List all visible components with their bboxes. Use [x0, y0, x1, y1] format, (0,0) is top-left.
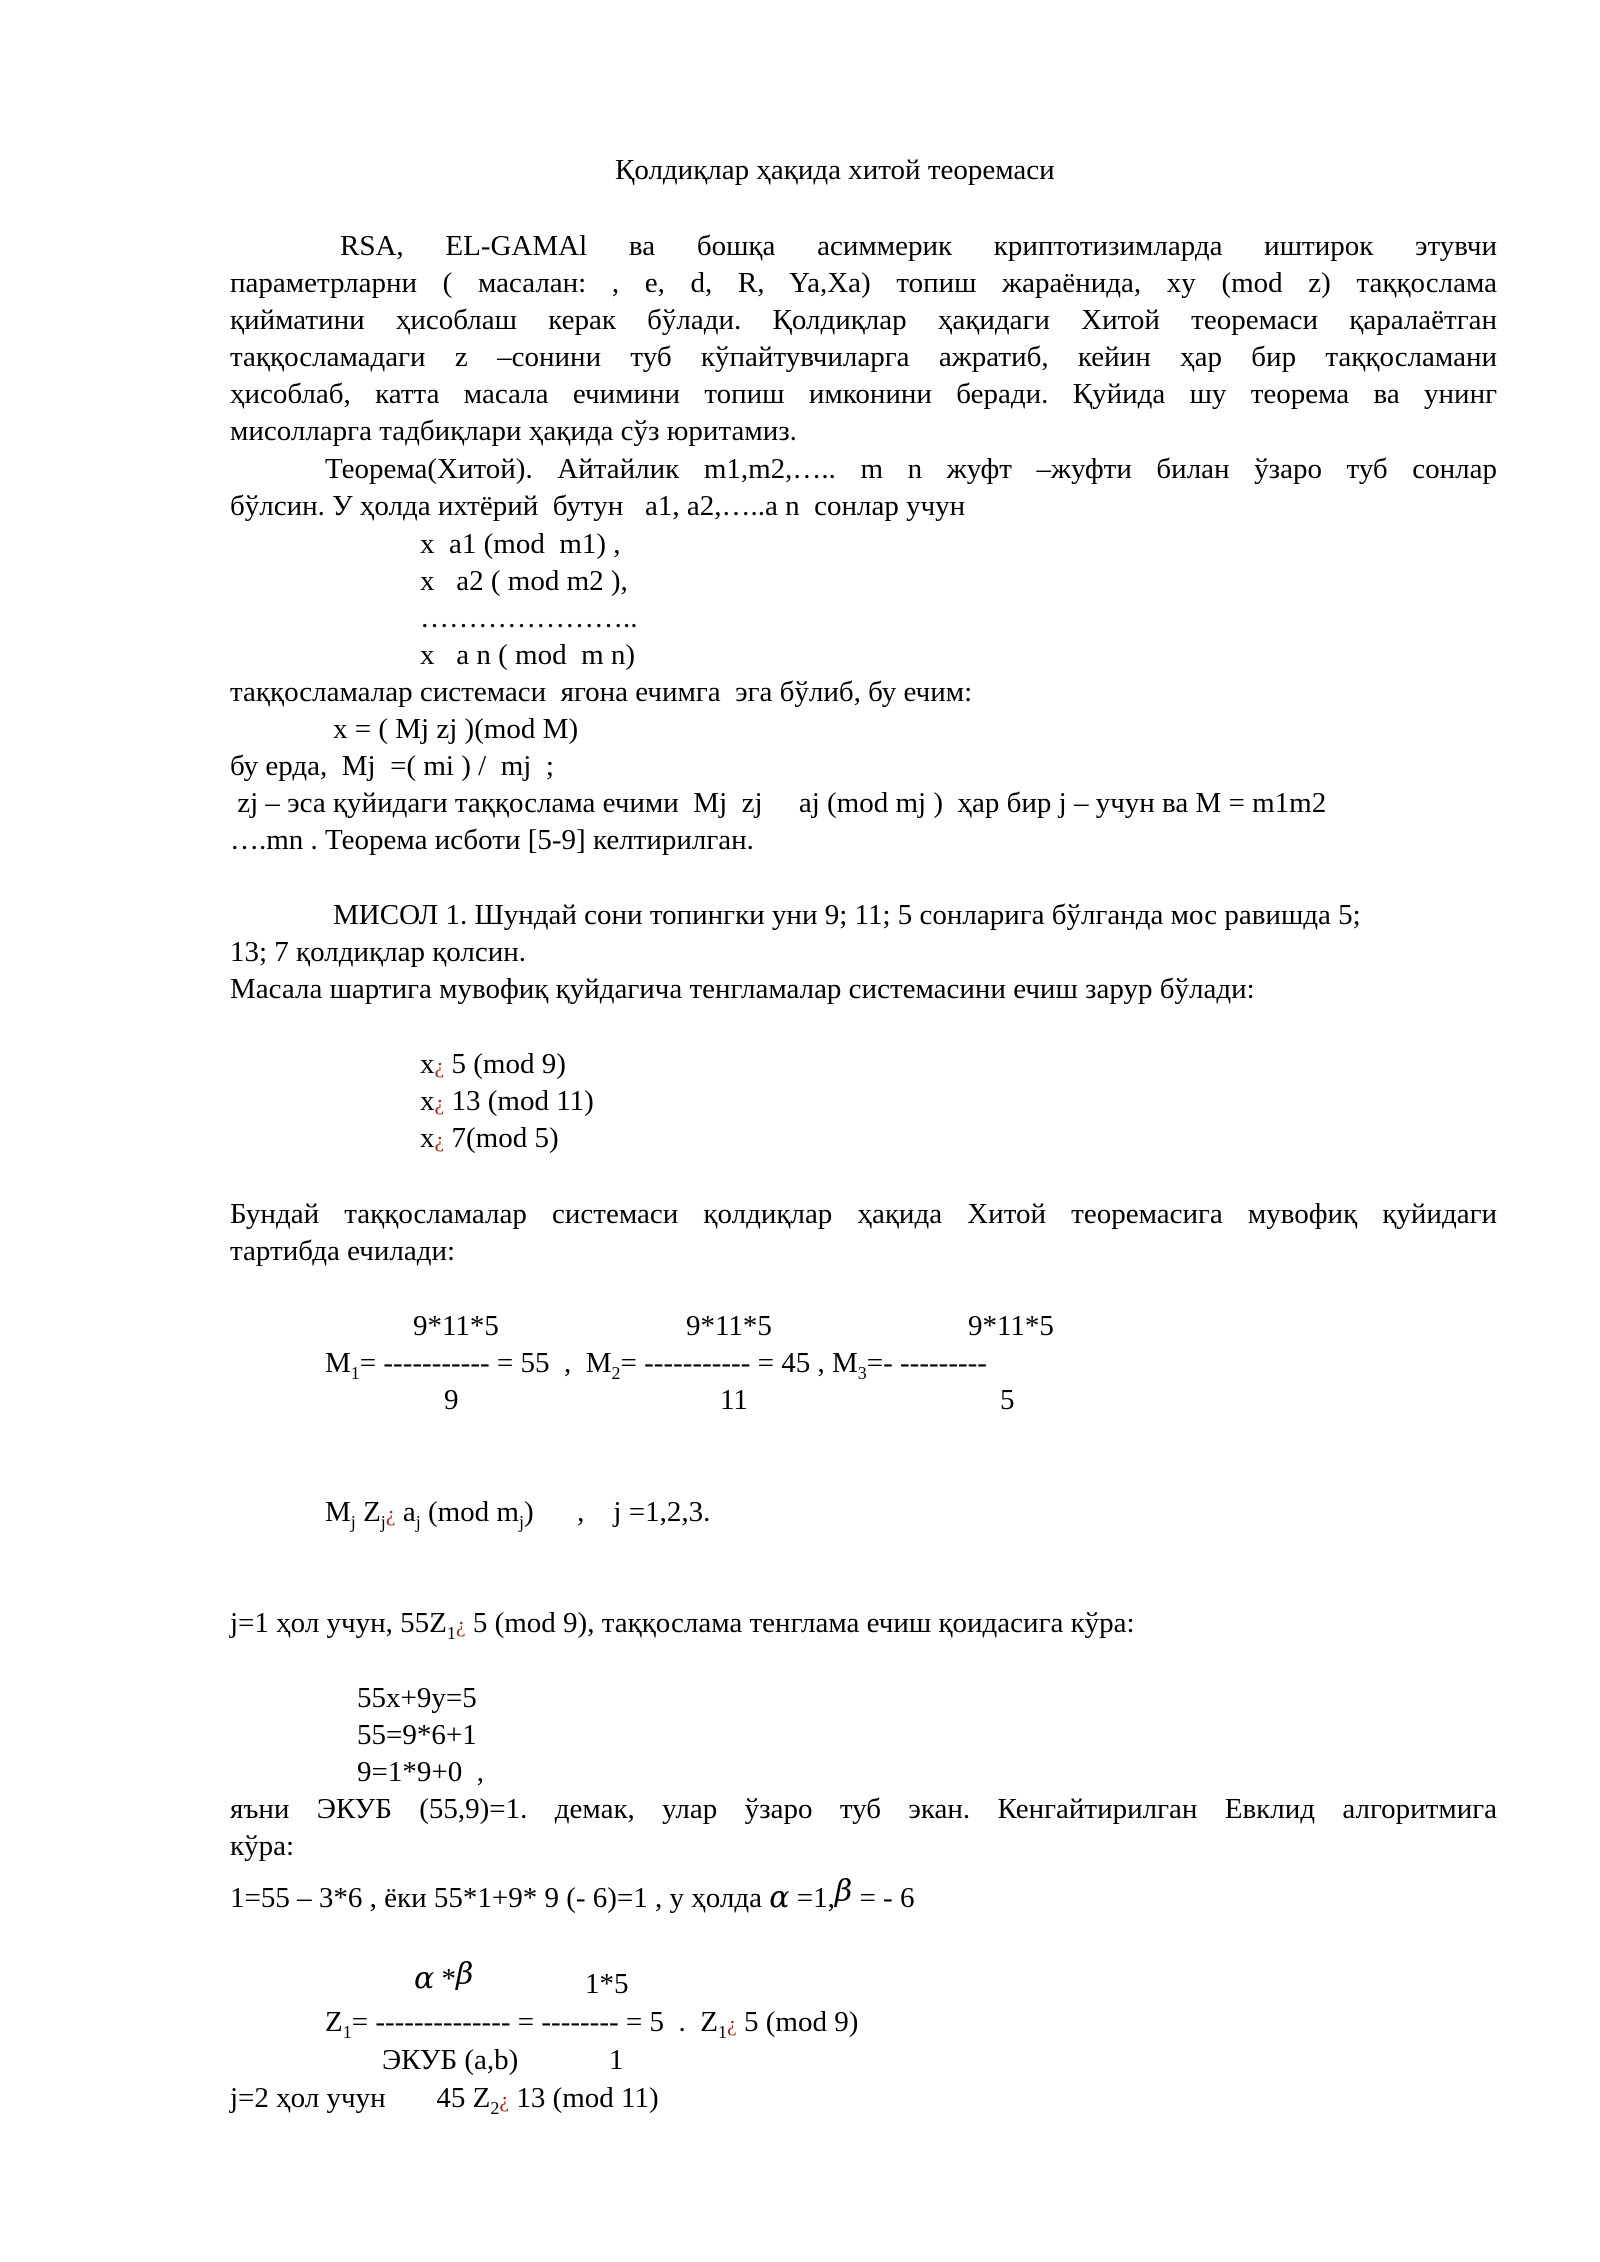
congruence-symbol: ¿ [385, 1501, 396, 1526]
z1-numerator: α *β [414, 1957, 474, 1996]
alpha-symbol: α [769, 1880, 790, 1915]
page-title: Қолдиқлар ҳақида хитой теоремаси [615, 154, 1055, 186]
z1-numerator-2: 1*5 [585, 1968, 629, 2000]
system2-eq-1: x¿ 5 (mod 9) [420, 1048, 566, 1080]
j2-line: j=2 ҳол учун 45 $Z_2¿$ 13 (mod 11) [230, 2082, 659, 2118]
m3-numerator: 9*11*5 [968, 1310, 1054, 1342]
example-line-2: 13; 7 қолдиқлар қолсин. [230, 936, 527, 968]
z1-denominator: ЭКУБ (a,b) [382, 2044, 519, 2076]
m2-numerator: 9*11*5 [686, 1310, 772, 1342]
beta-symbol: β [456, 1957, 474, 1992]
zj-line-1: zj – эса қуйидаги таққослама ечими Mj zj aj (mod mj ) ҳар бир j – учун ва M = m1m2 [230, 787, 1327, 819]
example-line-1: МИСОЛ 1. Шундай сони топингки уни 9; 11; 5 сонларига бўлганда мос равишда 5; [333, 899, 1361, 931]
m2-denominator: 11 [720, 1384, 748, 1416]
intro-line-4: таққосламадаги z –сонини туб кўпайтувчиларга ажратиб, кейин ҳар бир таққосламани [230, 341, 1497, 373]
congruence-symbol: ¿ [434, 1053, 445, 1078]
alpha-beta-line: 1=55 – 3*6 , ёки 55*1+9* 9 (- 6)=1 , у ҳолда α =1,β = - 6 [230, 1874, 915, 1915]
mjzj-formula: $M_j$ $Z_j¿$ $a_j$ (mod $m_j$) , j =1,2,3. [325, 1496, 711, 1532]
theorem-line-2: бўлсин. У ҳолда ихтёрий бутун a1, a2,…..a n сонлар учун [230, 490, 966, 522]
bunday-line-2: тартибда ечилади: [230, 1235, 456, 1267]
zj-line-2: ….mn . Теорема исботи [5-9] келтирилган. [230, 824, 754, 856]
ekub-line-1: яъни ЭКУБ (55,9)=1. демак, улар ўзаро туб экан. Кенгайтирилган Евклид алгоритмига [230, 1793, 1497, 1825]
euclid-line-1: 55x+9y=5 [357, 1682, 477, 1714]
theorem-line-1: Теорема(Хитой). Айтайлик m1,m2,….. m n жуфт –жуфти билан ўзаро туб сонлар [325, 453, 1497, 485]
where-text: бу ерда, Mj =( mi ) / mj ; [230, 750, 554, 782]
z1-denominator-2: 1 [609, 2044, 624, 2076]
congruence-symbol: ¿ [455, 1612, 466, 1637]
system2-eq-3: x¿ 7(mod 5) [420, 1122, 559, 1154]
congruence-symbol: ¿ [434, 1127, 445, 1152]
congruence-symbol: ¿ [434, 1090, 445, 1115]
m-fraction-line: $M_1=$ ----------- = 55 , $M_2=$ ----------- = 45 , $M_3=-$ --------- [325, 1347, 987, 1383]
m1-denominator: 9 [444, 1384, 459, 1416]
intro-line-5: ҳисоблаб, катта масала ечимини топиш имконини беради. Қуйида шу теорема ва унинг [230, 378, 1497, 410]
solution-formula: x = ( Mj zj )(mod M) [333, 713, 579, 745]
beta-symbol: β [834, 1874, 853, 1909]
j1-line: j=1 ҳол учун, $55Z_1¿$ 5 (mod 9), таққослама тенглама ечиш қоидасига кўра: [230, 1607, 1135, 1643]
congruence-symbol: ¿ [499, 2087, 510, 2112]
intro-line-3: қийматини ҳисоблаш керак бўлади. Қолдиқлар ҳақидаги Хитой теоремаси қаралаётган [230, 304, 1497, 336]
m3-denominator: 5 [1000, 1384, 1015, 1416]
intro-line-1: RSA, EL-GAMAl ва бошқа асиммерик криптотизимларда иштирок этувчи [340, 230, 1497, 262]
euclid-line-2: 55=9*6+1 [357, 1719, 477, 1751]
alpha-symbol: α [414, 1961, 435, 1996]
intro-line-2: параметрларни ( масалан: , e, d, R, Ya,Xa) топиш жараёнида, xy (mod z) таққослама [230, 267, 1497, 299]
euclid-line-3: 9=1*9+0 , [357, 1756, 484, 1788]
system1-eq-1: x a1 (mod m1) , [420, 528, 621, 560]
m1-numerator: 9*11*5 [413, 1310, 499, 1342]
bunday-line-1: Бундай таққосламалар системаси қолдиқлар ҳақида Хитой теоремасига мувофиқ қуйидаги [230, 1198, 1497, 1230]
example-line-3: Масала шартига мувофиқ қуйдагича тенгламалар системасини ечиш зарур бўлади: [230, 973, 1255, 1005]
intro-line-6: мисолларга тадбиқлари ҳақида сўз юритамиз. [230, 415, 797, 447]
system1-eq-2: x a2 ( mod m2 ), [420, 565, 628, 597]
system-text: таққосламалар системаси ягона ечимга эга бўлиб, бу ечим: [230, 676, 973, 708]
z1-fraction-line: $Z_1=$ -------------- = -------- = 5 . $Z_1¿$ 5 (mod 9) [325, 2006, 859, 2042]
ekub-line-2: кўра: [230, 1830, 295, 1862]
system1-dots: ………………….. [420, 602, 638, 634]
congruence-symbol: ¿ [726, 2011, 737, 2036]
system2-eq-2: x¿ 13 (mod 11) [420, 1085, 594, 1117]
system1-eq-n: x a n ( mod m n) [420, 639, 636, 671]
